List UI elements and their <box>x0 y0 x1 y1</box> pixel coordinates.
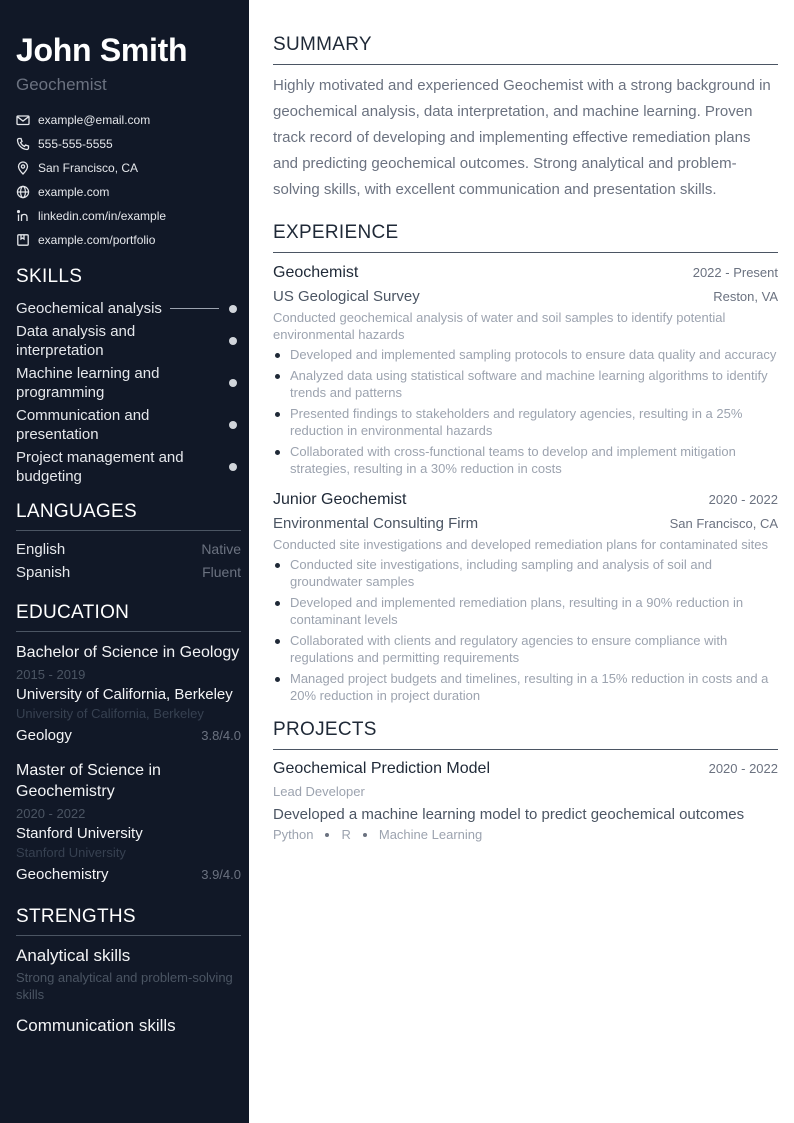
strength-item <box>16 945 241 1003</box>
education-item <box>16 642 241 746</box>
job-location: San Francisco, CA <box>669 516 778 531</box>
skill-item <box>16 299 241 318</box>
contact-phone-text: 555-555-5555 <box>38 137 113 151</box>
education-degree: Master of Science in Geochemistry <box>16 762 161 800</box>
language-name: English <box>16 541 66 558</box>
skill-item <box>16 322 241 360</box>
summary-section <box>273 33 778 203</box>
job-title: Geochemist <box>16 75 107 94</box>
projects-heading: PROJECTS <box>273 718 778 750</box>
job-role: Junior Geochemist <box>273 491 407 508</box>
education-institution-sub: Stanford University <box>16 845 126 860</box>
education-field-row <box>16 726 241 746</box>
education-field: Geochemistry <box>16 866 109 883</box>
skill-line <box>170 308 219 309</box>
skill-dot <box>229 421 237 429</box>
skill-line <box>194 383 219 384</box>
project-title: Geochemical Prediction Model <box>273 760 490 777</box>
linkedin-icon <box>16 209 30 223</box>
skill-name: Geochemical analysis <box>16 300 162 317</box>
summary-heading: SUMMARY <box>273 33 778 65</box>
experience-heading: EXPERIENCE <box>273 221 778 253</box>
summary-text: Highly motivated and experienced Geochemist with a strong background in geochemical analysis, data interpretation, and machine learning. Proven track record of developing and implementing effective remediation plans and predicting geochemical outcomes. Strong analytical and problem-solving skills, with excellent communication and presentation skills. <box>273 77 771 198</box>
project-description: Developed a machine learning model to predict geochemical outcomes <box>273 806 745 823</box>
skill-name: Machine learning and programming <box>16 365 160 401</box>
phone-icon <box>16 137 30 151</box>
skill-item <box>16 406 241 444</box>
strengths-heading: STRENGTHS <box>16 905 241 936</box>
job-bullet: Conducted site investigations, including sampling and analysis of soil and groundwater samples <box>273 556 778 590</box>
job-bullet: Collaborated with cross-functional teams to develop and implement mitigation strategies, resulting in a 30% reduction in costs <box>273 443 778 477</box>
skills-list <box>16 299 241 486</box>
contact-list <box>16 108 241 252</box>
language-item <box>16 538 241 561</box>
contact-linkedin-text: linkedin.com/in/example <box>38 209 167 223</box>
languages-list <box>16 538 241 584</box>
contact-location-text: San Francisco, CA <box>38 161 139 175</box>
skill-dot <box>229 305 237 313</box>
project-header <box>273 758 778 780</box>
sidebar <box>0 0 249 1123</box>
education-item <box>16 760 241 885</box>
job-date: 2022 - Present <box>692 265 778 280</box>
skill-name: Communication and presentation <box>16 407 150 443</box>
tag-separator <box>325 833 329 837</box>
contact-location <box>16 156 241 180</box>
skill-name: Project management and budgeting <box>16 449 184 485</box>
project-tag: R <box>341 827 351 842</box>
language-name: Spanish <box>16 564 71 581</box>
strength-desc: Strong analytical and problem-solving skills <box>16 970 233 1002</box>
education-field: Geology <box>16 727 72 744</box>
tag-separator <box>363 833 367 837</box>
project-entry <box>273 758 778 842</box>
education-gpa: 3.9/4.0 <box>201 867 241 882</box>
strength-title: Analytical skills <box>16 946 131 965</box>
skill-line <box>194 467 219 468</box>
job-entry <box>273 262 778 477</box>
job-bullets <box>273 346 778 477</box>
contact-email[interactable] <box>16 108 241 132</box>
project-role: Lead Developer <box>273 784 365 799</box>
education-years: 2020 - 2022 <box>16 806 86 821</box>
skill-dot <box>229 463 237 471</box>
education-field-row <box>16 865 241 885</box>
job-description: Conducted geochemical analysis of water and soil samples to identify potential environmental hazards <box>273 310 726 342</box>
job-bullet: Presented findings to stakeholders and regulatory agencies, resulting in a 25% reduction in environmental hazards <box>273 405 778 439</box>
job-role: Geochemist <box>273 264 359 281</box>
education-institution: University of California, Berkeley <box>16 686 233 703</box>
education-gpa: 3.8/4.0 <box>201 728 241 743</box>
contact-website-text: example.com <box>38 185 110 199</box>
skill-item <box>16 448 241 486</box>
job-company: US Geological Survey <box>273 288 420 305</box>
language-level: Native <box>201 541 241 557</box>
contact-phone[interactable] <box>16 132 241 156</box>
skill-dot <box>229 379 237 387</box>
project-tag: Machine Learning <box>378 827 483 842</box>
location-icon <box>16 161 30 175</box>
languages-heading: LANGUAGES <box>16 500 241 531</box>
project-tags <box>273 827 778 842</box>
job-company: Environmental Consulting Firm <box>273 515 479 532</box>
contact-email-text: example@email.com <box>38 113 151 127</box>
projects-section <box>273 718 778 842</box>
language-item <box>16 561 241 584</box>
job-bullet: Developed and implemented remediation plans, resulting in a 90% reduction in contaminant levels <box>273 594 778 628</box>
project-date: 2020 - 2022 <box>708 761 778 776</box>
skill-line <box>194 341 219 342</box>
job-header <box>273 489 778 511</box>
strength-title: Communication skills <box>16 1016 176 1035</box>
skill-item <box>16 364 241 402</box>
job-description: Conducted site investigations and developed remediation plans for contaminated sites <box>273 537 769 552</box>
skill-line <box>194 425 219 426</box>
education-years: 2015 - 2019 <box>16 667 86 682</box>
candidate-name: John Smith <box>16 32 188 68</box>
skill-name: Data analysis and interpretation <box>16 323 136 359</box>
job-bullet: Analyzed data using statistical software and machine learning algorithms to identify trends and patterns <box>273 367 778 401</box>
education-degree: Bachelor of Science in Geology <box>16 644 240 661</box>
main-content <box>273 0 778 842</box>
job-location: Reston, VA <box>713 289 778 304</box>
job-date: 2020 - 2022 <box>708 492 778 507</box>
strength-item <box>16 1015 241 1036</box>
job-subheader <box>273 514 778 534</box>
education-institution: Stanford University <box>16 825 143 842</box>
portfolio-icon <box>16 233 30 247</box>
experience-section <box>273 221 778 704</box>
skills-heading: SKILLS <box>16 266 83 287</box>
education-heading: EDUCATION <box>16 601 241 632</box>
language-level: Fluent <box>202 564 241 580</box>
job-bullets <box>273 556 778 704</box>
globe-icon <box>16 185 30 199</box>
contact-portfolio-text: example.com/portfolio <box>38 233 156 247</box>
job-bullet: Collaborated with clients and regulatory agencies to ensure compliance with regulations and permitting requirements <box>273 632 778 666</box>
job-header <box>273 262 778 284</box>
project-tag: Python <box>273 827 314 842</box>
education-institution-sub: University of California, Berkeley <box>16 706 204 721</box>
job-entry <box>273 489 778 704</box>
contact-portfolio[interactable] <box>16 228 241 252</box>
job-bullet: Developed and implemented sampling protocols to ensure data quality and accuracy <box>273 346 778 363</box>
skill-dot <box>229 337 237 345</box>
contact-website[interactable] <box>16 180 241 204</box>
job-bullet: Managed project budgets and timelines, resulting in a 15% reduction in costs and a 20% reduction in project duration <box>273 670 778 704</box>
email-icon <box>16 113 30 127</box>
contact-linkedin[interactable] <box>16 204 241 228</box>
job-subheader <box>273 287 778 307</box>
